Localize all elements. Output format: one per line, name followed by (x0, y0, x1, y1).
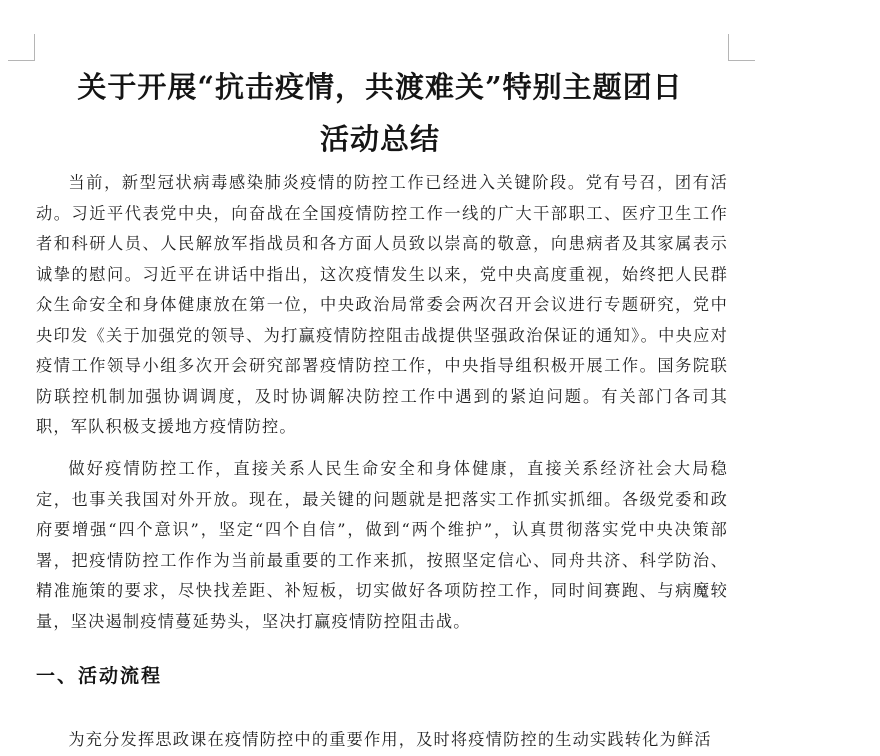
document-title-line-2: 活动总结 (319, 122, 440, 156)
paragraph-2: 做好疫情防控工作，直接关系人民生命安全和身体健康，直接关系经济社会大局稳定，也事关我国对外开放。现在，最关键的问题就是把落实工作抓实抓细。各级党委和政府要增强“四个意识”，坚定“四个自信”，做到“两个维护”，认真贯彻落实党中央决策部署，把疫情防控工作作为当前最重要的工作来抓，按照坚定信心、同舟共济、科学防治、精准施策的要求，尽快找差距、补短板，切实做好各项防控工作，同时间赛跑、与病魔较量，坚决遏制疫情蔓延势头，坚决打赢疫情防控阻击战。 (36, 459, 728, 631)
page-corner-mark-top-left (8, 34, 35, 61)
paragraph-3: 为充分发挥思政课在疫情防控中的重要作用，及时将疫情防控的生动实践转化为鲜活 (68, 730, 712, 749)
section-heading: 一、活动流程 (36, 665, 163, 687)
paragraph-1: 当前，新型冠状病毒感染肺炎疫情的防控工作已经进入关键阶段。党有号召，团有活动。习近平代表党中央，向奋战在全国疫情防控工作一线的广大干部职工、医疗卫生工作者和科研人员、人民解放军指战员和各方面人员致以崇高的敬意，向患病者及其家属表示诚挚的慰问。习近平在讲话中指出，这次疫情发生以来，党中央高度重视，始终把人民群众生命安全和身体健康放在第一位，中央政治局常委会两次召开会议进行专题研究，党中央印发《关于加强党的领导、为打赢疫情防控阻击战提供坚强政治保证的通知》。中央应对疫情工作领导小组多次开会研究部署疫情防控工作，中央指导组积极开展工作。国务院联防联控机制加强协调调度，及时协调解决防控工作中遇到的紧迫问题。有关部门各司其职，军队积极支援地方疫情防控。 (36, 173, 728, 436)
document-title-line-1: 关于开展“抗击疫情，共渡难关”特别主题团日 (77, 70, 683, 104)
page-corner-mark-top-right (728, 34, 755, 61)
